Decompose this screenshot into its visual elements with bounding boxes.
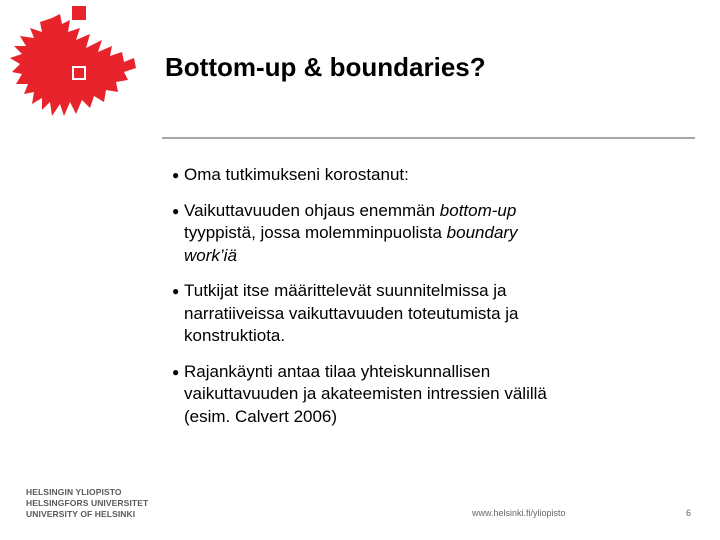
bullet-item	[170, 361, 690, 429]
university-flame-logo	[6, 4, 150, 126]
slide-title: Bottom-up & boundaries?	[165, 52, 486, 82]
bullet-text: vaikuttavuuden ja akateemisten intressien välillä	[184, 384, 547, 403]
bullet-text: Tutkijat itse määrittelevät suunnitelmissa ja	[184, 281, 507, 300]
bullet-item	[170, 280, 690, 348]
bullet-dot-icon: ●	[172, 364, 180, 379]
bullet-text: Oma tutkimukseni korostanut:	[184, 165, 409, 184]
bullet-text: (esim. Calvert 2006)	[184, 406, 338, 426]
bullet-dot-icon: ●	[172, 203, 180, 218]
bullet-text: narratiiveissa vaikuttavuuden toteutumista ja	[184, 303, 519, 323]
bullet-item	[170, 200, 690, 268]
bullet-text: Rajankäynti antaa tilaa yhteiskunnallisen	[184, 361, 491, 381]
title-divider	[162, 137, 695, 139]
page-number: 6	[686, 508, 692, 518]
bullet-emphasis: boundary	[446, 223, 518, 242]
bullet-emphasis: work’iä	[184, 245, 237, 265]
university-name-logo	[26, 487, 148, 520]
bullet-item	[170, 164, 690, 187]
bullet-text: Vaikuttavuuden ohjaus enemmän	[184, 200, 440, 220]
bullet-list	[170, 164, 690, 441]
footer-url: www.helsinki.fi/yliopisto	[472, 508, 566, 518]
bullet-text: tyyppistä, jossa molemminpuolista	[184, 223, 447, 242]
bullet-dot-icon: ●	[172, 284, 180, 298]
bullet-emphasis: bottom-up	[439, 200, 517, 220]
logo-line: UNIVERSITY OF HELSINKI	[26, 509, 136, 519]
bullet-dot-icon: ●	[172, 168, 180, 182]
bullet-text: konstruktiota.	[184, 326, 286, 345]
logo-line: HELSINGIN YLIOPISTO	[26, 487, 122, 497]
logo-line: HELSINGFORS UNIVERSITET	[26, 498, 149, 508]
